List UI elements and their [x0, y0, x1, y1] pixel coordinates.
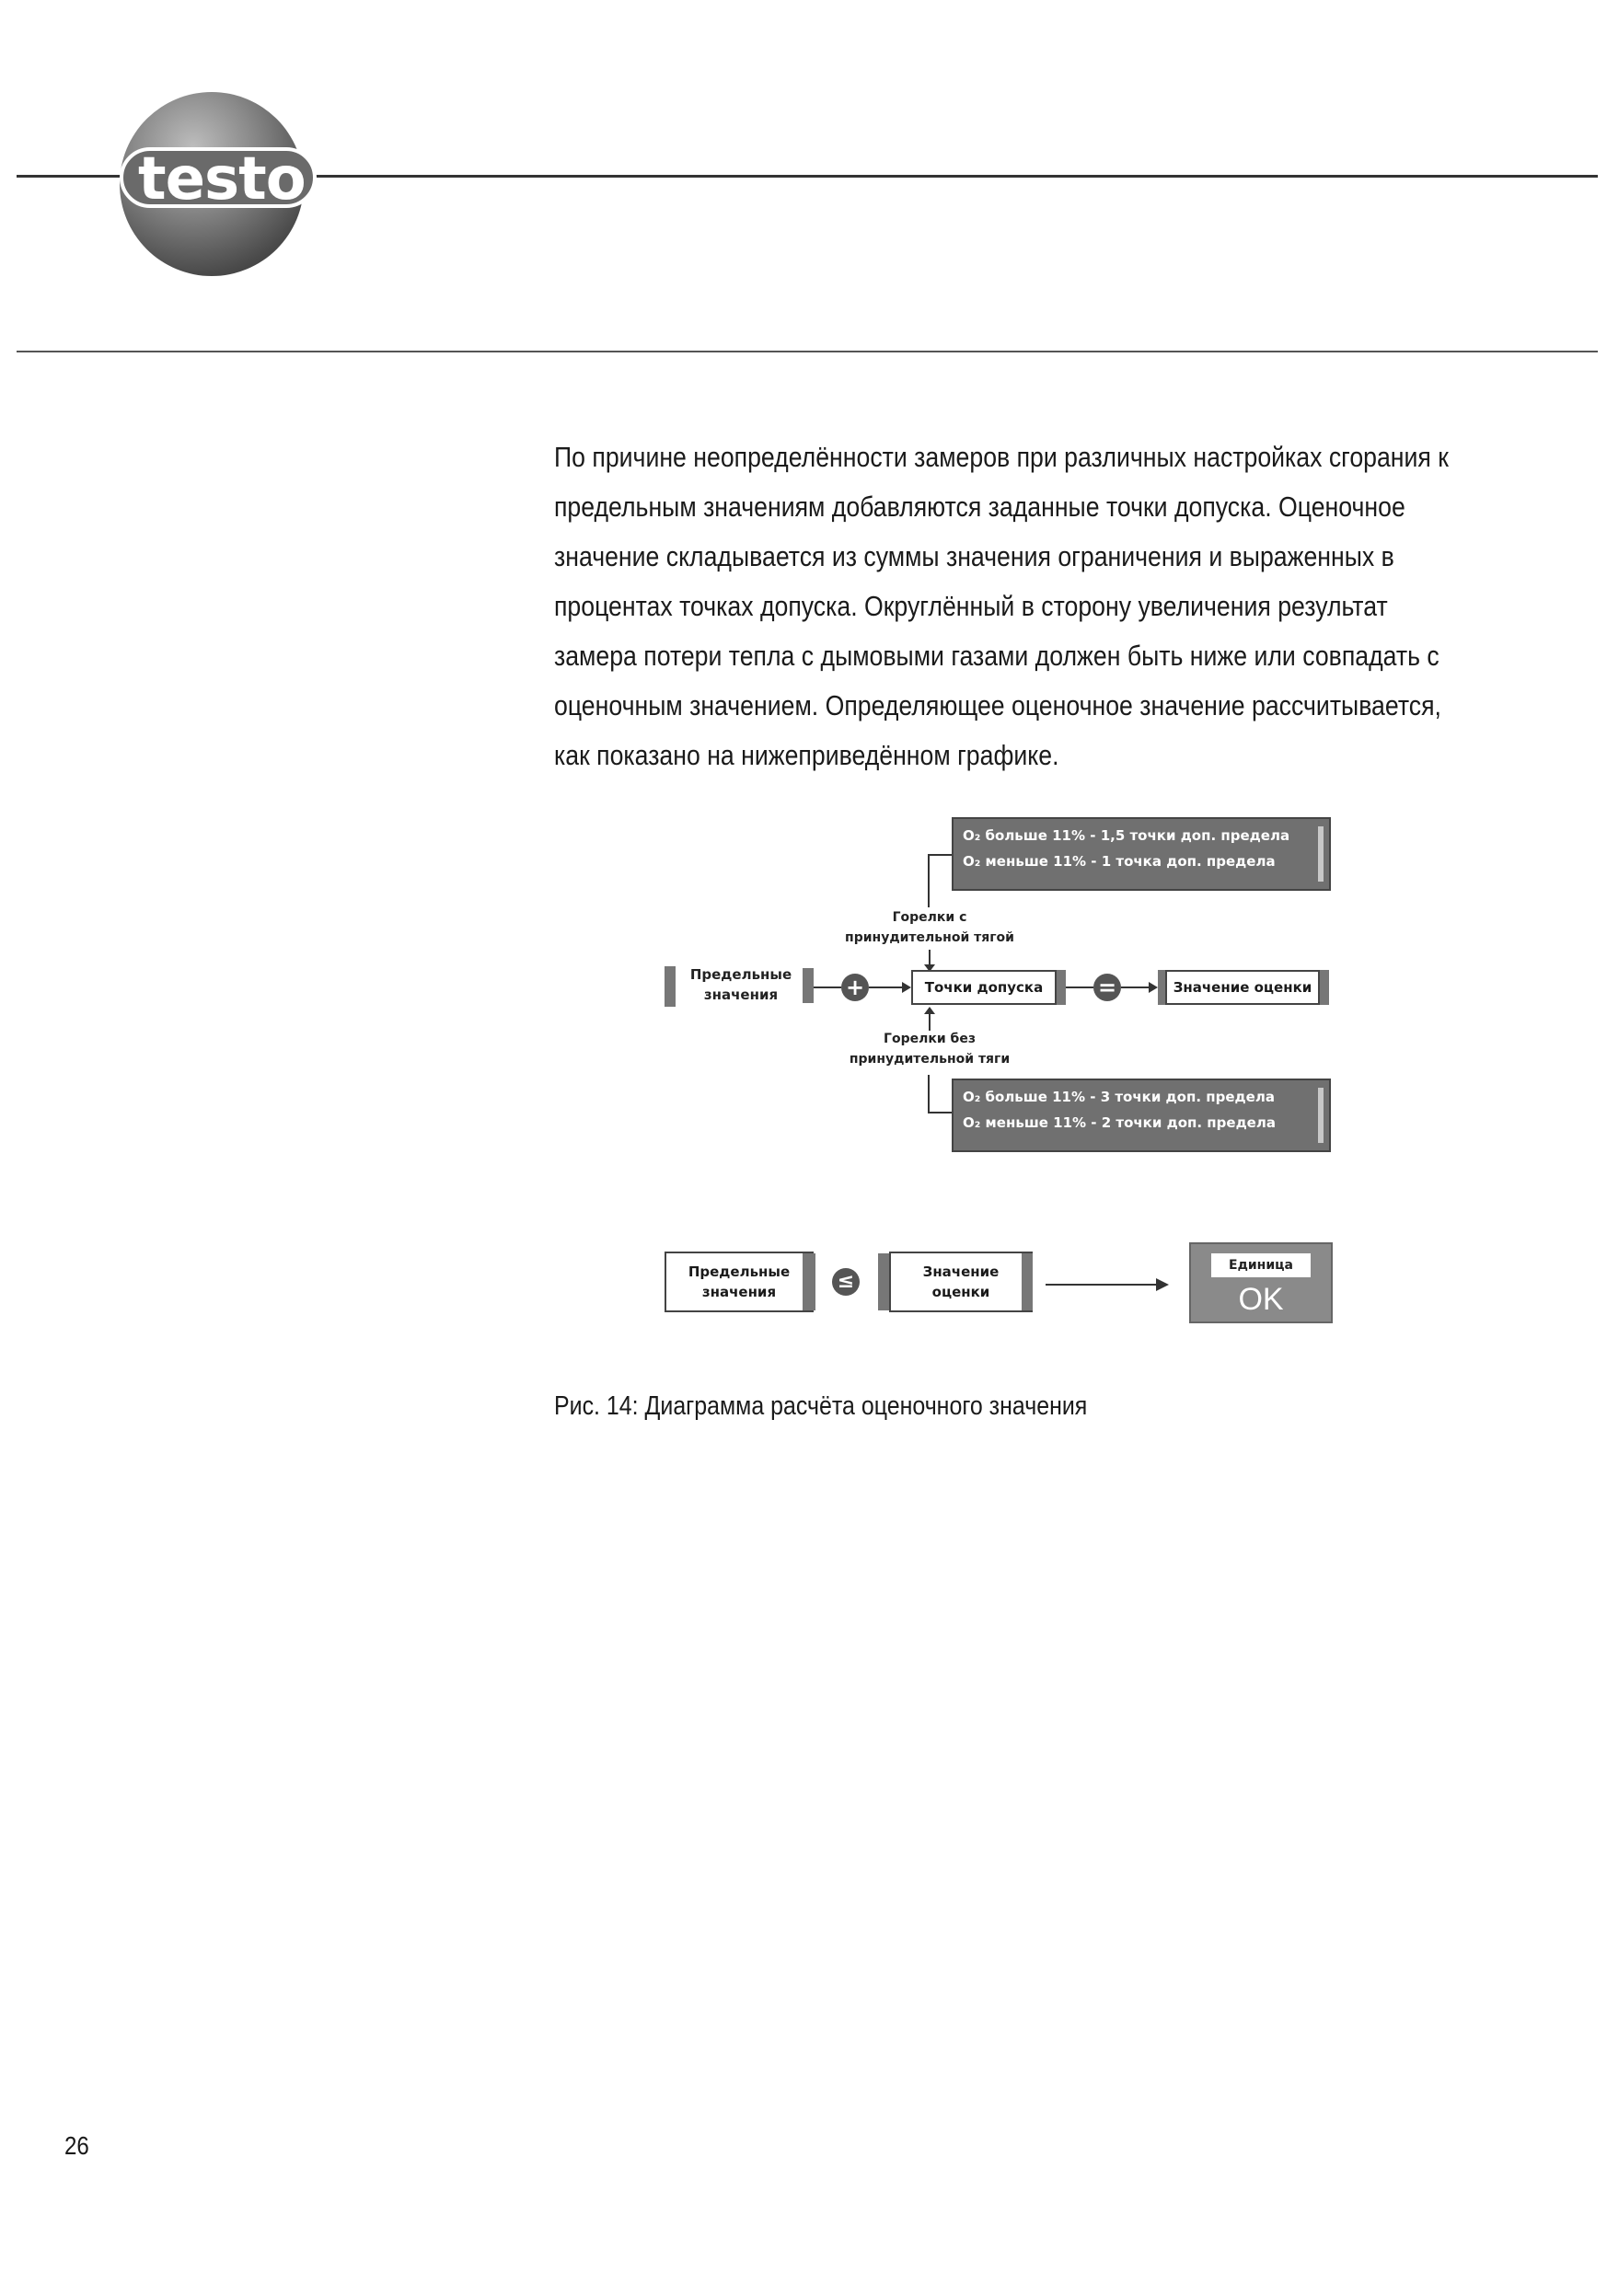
- natural-draft-note: [952, 1079, 1331, 1152]
- header-bottom-rule: [17, 351, 1598, 352]
- plus-operator: +: [841, 974, 869, 1001]
- limit-values-label: Предельные значения: [689, 966, 792, 1003]
- compare-assessment-value: Значение оценки: [889, 1252, 1033, 1312]
- result-unit-box: [1189, 1242, 1333, 1323]
- equals-operator: =: [1093, 974, 1121, 1001]
- body-line: По причине неопределённости замеров при различных настройках сгорания к: [554, 441, 1449, 473]
- body-line: предельным значениям добавляются заданные точки допуска. Оценочное: [554, 490, 1405, 523]
- less-or-equal-operator: ≤: [832, 1268, 860, 1296]
- compare-limit-values: Предельные значения: [665, 1252, 814, 1312]
- tolerance-points-box: Точки допуска: [911, 970, 1057, 1005]
- forced-draft-note: [952, 817, 1331, 891]
- natural-draft-label: Горелки без принудительной тяги: [849, 1032, 1011, 1067]
- result-unit-label: Единица: [1211, 1253, 1311, 1277]
- page-number: 26: [64, 2131, 89, 2160]
- forced-draft-note-line2: O₂ меньше 11% - 1 точка доп. предела: [963, 853, 1276, 870]
- natural-draft-note-line2: O₂ меньше 11% - 2 точки доп. предела: [963, 1114, 1276, 1131]
- forced-draft-label: Горелки с принудительной тягой: [845, 910, 1014, 945]
- body-line: как показано на нижеприведённом графике.: [554, 739, 1059, 771]
- body-line: оценочным значением. Определяющее оценочное значение рассчитывается,: [554, 689, 1441, 721]
- figure-caption: Рис. 14: Диаграмма расчёта оценочного значения: [554, 1391, 1088, 1421]
- forced-draft-note-line1: O₂ больше 11% - 1,5 точки доп. предела: [963, 827, 1290, 844]
- natural-draft-note-line1: O₂ больше 11% - 3 точки доп. предела: [963, 1089, 1275, 1105]
- body-line: процентах точках допуска. Округлённый в сторону увеличения результат: [554, 590, 1388, 622]
- result-ok: OK: [1238, 1282, 1284, 1317]
- assessment-value-box: Значение оценки: [1165, 970, 1320, 1005]
- logo-text: testo: [138, 145, 306, 213]
- body-line: значение складывается из суммы значения ограничения и выраженных в: [554, 540, 1394, 572]
- body-paragraph: [554, 433, 1449, 780]
- body-line: замера потери тепла с дымовыми газами должен быть ниже или совпадать с: [554, 640, 1439, 672]
